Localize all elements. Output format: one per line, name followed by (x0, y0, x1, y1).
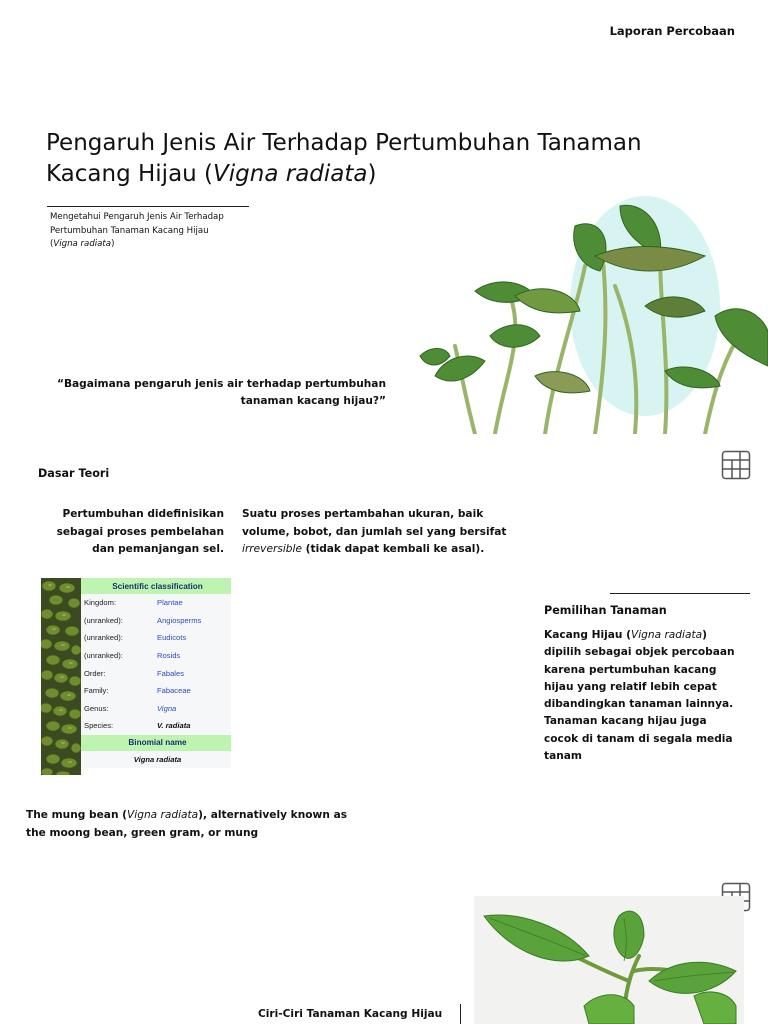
question-line-2: tanaman kacang hijau?” (240, 395, 386, 407)
section-heading-ciri-ciri: Ciri-Ciri Tanaman Kacang Hijau (258, 1008, 443, 1020)
pemilihan-line-4: hijau yang relatif lebih cepat (544, 680, 717, 693)
subtitle-line-3-italic: Vigna radiata (53, 239, 112, 249)
subtitle-line-1: Mengetahui Pengaruh Jenis Air Terhadap (50, 212, 224, 222)
title-line-2-italic: Vigna radiata (213, 161, 368, 187)
taxonomy-value-link[interactable]: Fabales (154, 664, 231, 682)
subtitle-line-3-suffix: ) (111, 239, 115, 249)
taxonomy-value-link[interactable]: Eudicots (154, 629, 231, 647)
taxonomy-key: (unranked): (81, 647, 154, 665)
title-line-2-prefix: Kacang Hijau ( (46, 161, 214, 187)
title-divider (47, 206, 249, 207)
taxonomy-row (81, 647, 231, 665)
taxonomy-row (81, 717, 231, 735)
pemilihan-divider (610, 593, 750, 594)
pemilihan-line-2: dipilih sebagai objek percobaan (544, 646, 735, 659)
definition-right (242, 506, 512, 559)
ciri-divider (460, 1004, 461, 1024)
research-question (30, 376, 386, 410)
pemilihan-line-5: dibandingkan tanaman lainnya. (544, 698, 734, 711)
taxonomy-key: Kingdom: (81, 594, 154, 612)
document-header-label: Laporan Percobaan (609, 24, 735, 38)
pemilihan-line-7: cocok di tanam di segala media (544, 732, 733, 745)
definition-left-line-3: dan pemanjangan sel. (92, 543, 224, 555)
definition-left-line-2: sebagai proses pembelahan (56, 525, 224, 538)
binomial-header: Binomial name (81, 735, 231, 751)
taxonomy-value-link[interactable]: Fabaceae (154, 682, 231, 700)
pemilihan-line-1-prefix: Kacang Hijau ( (544, 629, 631, 641)
definition-right-rest: (tidak dapat kembali ke asal). (301, 543, 485, 555)
title-line-2-suffix: ) (367, 161, 377, 187)
pemilihan-line-1-italic: Vigna radiata (630, 629, 703, 641)
mung-beans-image (41, 578, 81, 775)
title-line-1: Pengaruh Jenis Air Terhadap Pertumbuhan Tanaman (46, 130, 642, 156)
taxonomy-row (81, 700, 231, 718)
definition-right-line-1: Suatu proses pertambahan ukuran, baik (242, 508, 484, 520)
taxonomy-header: Scientific classification (81, 578, 231, 594)
grid-icon[interactable] (721, 450, 751, 480)
taxonomy-key: Family: (81, 682, 154, 700)
taxonomy-key: (unranked): (81, 629, 154, 647)
mung-bean-caption (26, 807, 366, 842)
taxonomy-row (81, 594, 231, 612)
taxonomy-row (81, 612, 231, 630)
sprout-photo (415, 196, 768, 434)
taxonomy-row (81, 629, 231, 647)
page-title (46, 128, 706, 190)
pemilihan-line-1-suffix: ) (702, 629, 707, 641)
pemilihan-line-6: Tanaman kacang hijau juga (544, 715, 707, 728)
leaf-photo (474, 896, 744, 1024)
taxonomy-value-link[interactable]: Angiosperms (154, 612, 231, 630)
mung-line-2: the moong bean, green gram, or mung (26, 826, 259, 839)
subtitle-line-2: Pertumbuhan Tanaman Kacang Hijau (50, 225, 209, 236)
mung-prefix: The mung bean ( (26, 809, 128, 821)
taxonomy-value-link[interactable]: Vigna (154, 700, 231, 718)
taxonomy-key: (unranked): (81, 612, 154, 630)
taxonomy-species: V. radiata (154, 717, 231, 735)
taxonomy-row (81, 664, 231, 682)
subtitle-line-3-prefix: ( (50, 239, 54, 249)
pemilihan-body (544, 627, 744, 765)
pemilihan-line-3: karena pertumbuhan kacang (544, 663, 717, 676)
mung-suffix: ), alternatively known as (198, 809, 348, 821)
taxonomy-key: Order: (81, 664, 154, 682)
mung-italic: Vigna radiata (127, 809, 199, 821)
definition-right-italic: irreversible (242, 543, 302, 555)
taxonomy-row (81, 682, 231, 700)
pemilihan-line-8: tanam (544, 750, 582, 763)
section-heading-dasar-teori: Dasar Teori (38, 467, 110, 480)
subtitle (50, 211, 280, 252)
taxonomy-key: Genus: (81, 700, 154, 718)
taxonomy-value-link[interactable]: Plantae (154, 594, 231, 612)
taxonomy-table (81, 578, 231, 768)
binomial-value: Vigna radiata (81, 751, 231, 769)
section-heading-pemilihan: Pemilihan Tanaman (544, 604, 667, 617)
taxonomy-key: Species: (81, 717, 154, 735)
question-line-1: “Bagaimana pengaruh jenis air terhadap pertumbuhan (57, 378, 386, 390)
definition-right-line-2: volume, bobot, dan jumlah sel yang bersifat (242, 525, 507, 538)
definition-left-line-1: Pertumbuhan didefinisikan (62, 508, 224, 520)
taxonomy-box (41, 578, 231, 775)
definition-left (40, 506, 224, 559)
taxonomy-value-link[interactable]: Rosids (154, 647, 231, 665)
